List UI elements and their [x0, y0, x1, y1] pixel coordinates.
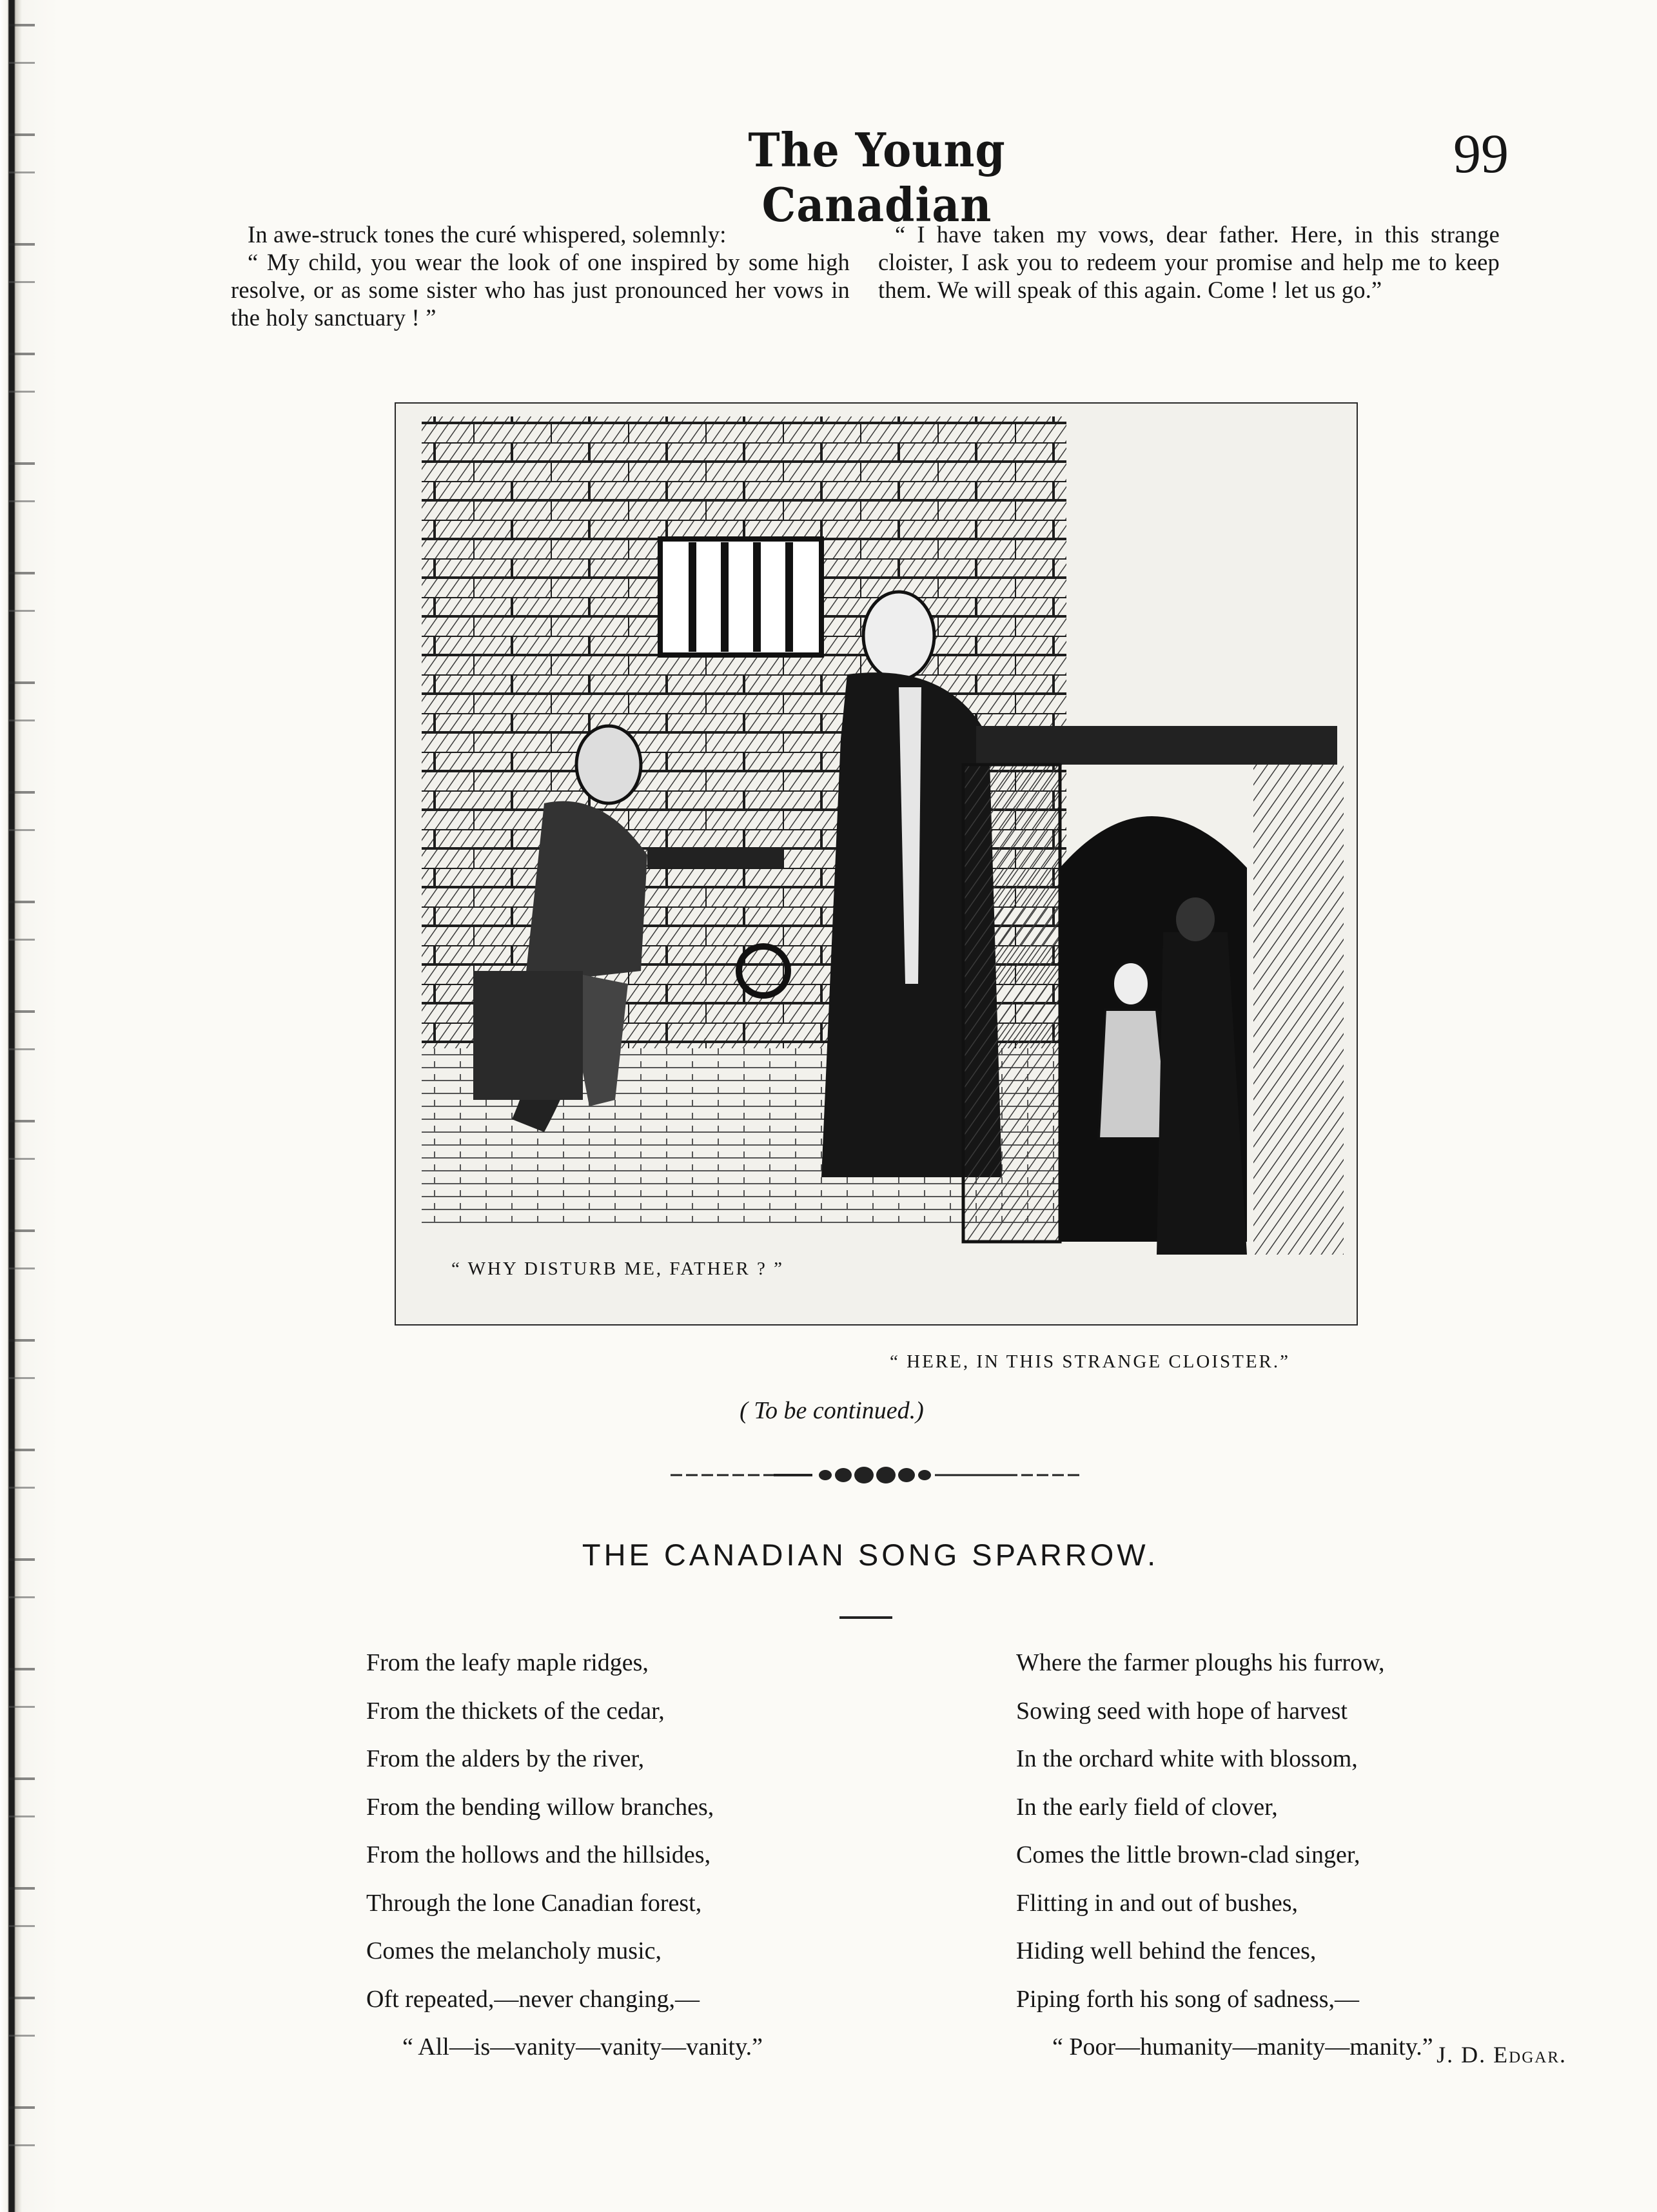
story-paragraph: “ I have taken my vows, dear father. Here, in this strange cloister, I ask you to redeem your promise and help me to keep them. We will speak of this again. Come ! let us go.” [878, 221, 1500, 303]
story-paragraph: In awe-struck tones the curé whispered, solemnly: [248, 221, 727, 248]
poem-line: Through the lone Canadian forest, [366, 1889, 702, 1917]
poem-author: J. D. Edgar. [1436, 2042, 1567, 2068]
poem-line: Hiding well behind the fences, [1016, 1937, 1317, 1964]
story-right-column [878, 220, 1500, 304]
poem-line: Where the farmer ploughs his furrow, [1016, 1649, 1385, 1676]
poem-line: Oft repeated,—never changing,— [366, 1985, 700, 2013]
illustration-caption-left: “ WHY DISTURB ME, FATHER ? ” [451, 1258, 785, 1279]
poem-line: From the alders by the river, [366, 1745, 645, 1772]
illustration-caption-right: “ HERE, IN THIS STRANGE CLOISTER.” [890, 1351, 1291, 1372]
cloister-scene-drawing [396, 404, 1357, 1324]
poem-line: From the leafy maple ridges, [366, 1649, 649, 1676]
poem-line: Comes the little brown-clad singer, [1016, 1841, 1360, 1868]
title-rule [839, 1616, 892, 1619]
poem-line: In the orchard white with blossom, [1016, 1745, 1358, 1772]
poem-line: From the hollows and the hillsides, [366, 1841, 711, 1868]
wall-shelf [647, 848, 783, 868]
poem-line: In the early field of clover, [1016, 1793, 1278, 1821]
ornamental-rule [671, 1462, 1083, 1488]
poem-right-stanza [1016, 1639, 1596, 2071]
engraving-illustration [395, 402, 1358, 1326]
poem-refrain: “ All—is—vanity—vanity—vanity.” [402, 2033, 763, 2060]
story-left-column [231, 220, 850, 331]
poem-line: From the bending willow branches, [366, 1793, 714, 1821]
to-be-continued-note: ( To be continued.) [740, 1397, 924, 1424]
poem-line: Sowing seed with hope of harvest [1016, 1697, 1348, 1725]
story-paragraph: “ My child, you wear the look of one inspired by some high resolve, or as some sister who has just pronounced her vows in the holy sanctuary ! ” [231, 249, 850, 331]
cloister-doorway [963, 726, 1344, 1255]
poem-line: Comes the melancholy music, [366, 1937, 662, 1964]
running-title: The Young Canadian [748, 122, 1006, 232]
barred-window [660, 539, 821, 655]
poem-line: From the thickets of the cedar, [366, 1697, 665, 1725]
poem-line: Piping forth his song of sadness,— [1016, 1985, 1359, 2013]
poem-title: THE CANADIAN SONG SPARROW. [582, 1538, 1159, 1572]
poem-left-stanza [366, 1639, 946, 2071]
poem-line: Flitting in and out of bushes, [1016, 1889, 1298, 1917]
poem-refrain: “ Poor—humanity—manity—manity.” [1052, 2033, 1433, 2060]
binding-speckle [9, 0, 35, 2212]
page-number: 99 [1453, 122, 1509, 184]
